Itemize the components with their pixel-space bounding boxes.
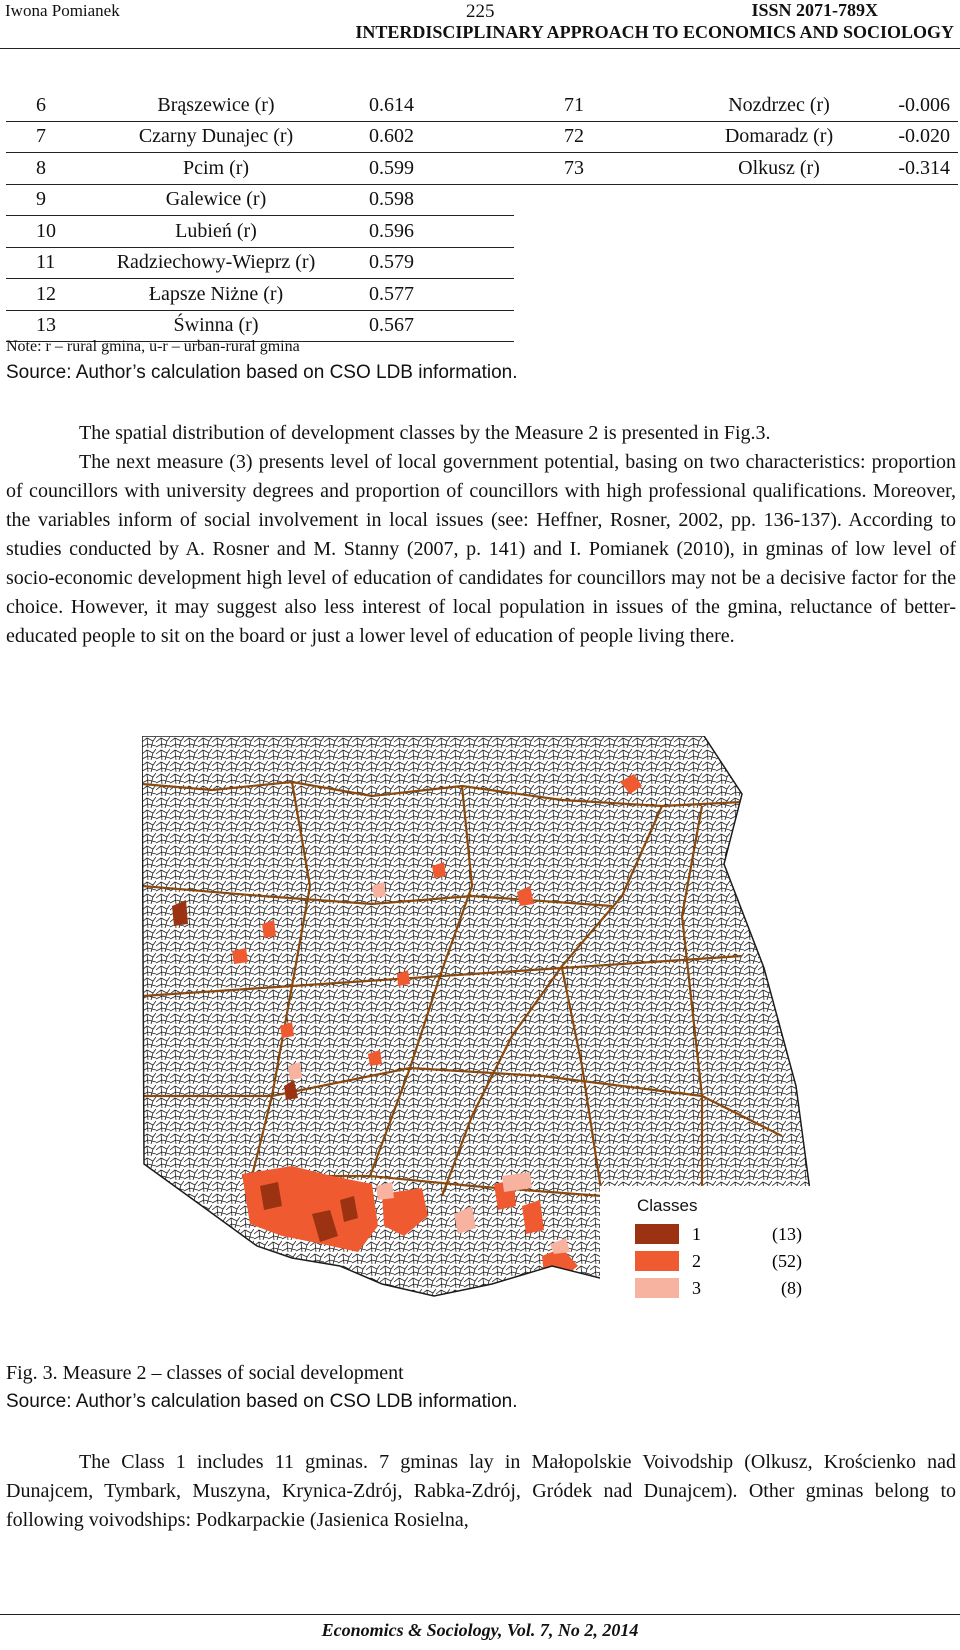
rank-cell: 71	[514, 90, 664, 121]
rank-cell: 9	[6, 184, 91, 216]
legend-swatch-3	[635, 1278, 679, 1298]
legend-count-3: (8)	[781, 1278, 802, 1298]
legend-swatch-2	[635, 1251, 679, 1271]
value-cell: 0.579	[341, 247, 514, 279]
running-header	[0, 0, 960, 49]
rank-cell: 10	[6, 216, 91, 248]
gmina-cell: Radziechowy-Wieprz (r)	[91, 247, 341, 279]
table-row	[6, 279, 958, 311]
gmina-cell: Nozdrzec (r)	[664, 90, 894, 121]
rank-cell: 11	[6, 247, 91, 279]
value-cell: 0.596	[341, 216, 514, 248]
legend-label-2: 2	[692, 1251, 701, 1271]
legend-label-1: 1	[692, 1224, 701, 1244]
value-cell: 0.577	[341, 279, 514, 311]
legend-title: Classes	[637, 1196, 698, 1215]
value-cell: -0.314	[894, 153, 958, 185]
rank-cell: 13	[6, 310, 91, 342]
table-row	[6, 310, 958, 342]
rank-cell: 8	[6, 153, 91, 185]
rank-cell: 72	[514, 121, 664, 153]
ranking-table	[6, 90, 958, 342]
legend-count-2: (52)	[772, 1251, 802, 1271]
legend-swatch-1	[635, 1224, 679, 1244]
value-cell: 0.599	[341, 153, 514, 185]
legend-count-1: (13)	[772, 1224, 802, 1244]
gmina-cell: Pcim (r)	[91, 153, 341, 185]
gmina-cell: Galewice (r)	[91, 184, 341, 216]
table-row	[6, 153, 958, 185]
value-cell: 0.614	[341, 90, 514, 121]
figure-source: Source: Author’s calculation based on CSO LDB information.	[6, 1391, 518, 1412]
value-cell: 0.602	[341, 121, 514, 153]
header-issn: ISSN 2071-789X	[751, 0, 878, 20]
gmina-cell: Czarny Dunajec (r)	[91, 121, 341, 153]
page-number: 225	[466, 1, 495, 22]
gmina-cell: Lubień (r)	[91, 216, 341, 248]
table-row	[6, 247, 958, 279]
table-row	[6, 121, 958, 153]
paragraph-class-1: The Class 1 includes 11 gminas. 7 gminas lay in Małopolskie Voivodship (Olkusz, Krościenko nad Dunajcem, Tymbark, Muszyna, Krynica-Zdrój, Rabka-Zdrój, Gródek nad Dunajcem). Other gminas belong to following voivodships: Podkarpackie (Jasienica Rosielna,	[6, 1451, 956, 1531]
page-footer: Economics & Sociology, Vol. 7, No 2, 2014	[321, 1620, 639, 1640]
gmina-cell: Łapsze Niżne (r)	[91, 279, 341, 311]
rank-cell: 12	[6, 279, 91, 311]
rank-cell: 73	[514, 153, 664, 185]
value-cell: -0.006	[894, 90, 958, 121]
map-legend	[600, 1186, 816, 1328]
paragraph-measure-3: The next measure (3) presents level of local government potential, basing on two characteristics: proportion of councillors with university degrees and proportion of councillors with high professional qualifications. Moreover, the variables inform of social involvement in local issues (see: Heffner, Rosner, 2002, pp. 136-137). According to studies conducted by A. Rosner and M. Stanny (2007, p. 141) and I. Pomianek (2010), in gminas of low level of socio-economic development high level of education of candidates for councillors may not be a decisive factor for the choice. However, it may suggest also less interest of local population in issues of the gmina, reluctance of better-educated people to sit on the board or just a lower level of education of people living there.	[6, 451, 956, 647]
header-journal: INTERDISCIPLINARY APPROACH TO ECONOMICS AND SOCIOLOGY	[355, 22, 954, 42]
gmina-cell: Brąszewice (r)	[91, 90, 341, 121]
poland-gmina-map	[142, 736, 824, 1328]
header-author: Iwona Pomianek	[5, 1, 120, 20]
rank-cell: 6	[6, 90, 91, 121]
table-row	[6, 216, 958, 248]
value-cell: 0.598	[341, 184, 514, 216]
gmina-cell: Olkusz (r)	[664, 153, 894, 185]
table-row	[6, 184, 958, 216]
legend-label-3: 3	[692, 1278, 701, 1298]
table-row	[6, 90, 958, 121]
figure-caption: Fig. 3. Measure 2 – classes of social development	[6, 1362, 404, 1384]
footer-rule	[0, 1614, 960, 1615]
table-source: Source: Author’s calculation based on CSO LDB information.	[6, 362, 518, 383]
table-note: Note: r – rural gmina, u-r – urban-rural gmina	[6, 338, 300, 355]
value-cell: 0.567	[341, 310, 514, 342]
gmina-cell: Świnna (r)	[91, 310, 341, 342]
paragraph-fig-reference: The spatial distribution of development classes by the Measure 2 is presented in Fig.3.	[79, 422, 771, 444]
value-cell: -0.020	[894, 121, 958, 153]
rank-cell: 7	[6, 121, 91, 153]
gmina-cell: Domaradz (r)	[664, 121, 894, 153]
